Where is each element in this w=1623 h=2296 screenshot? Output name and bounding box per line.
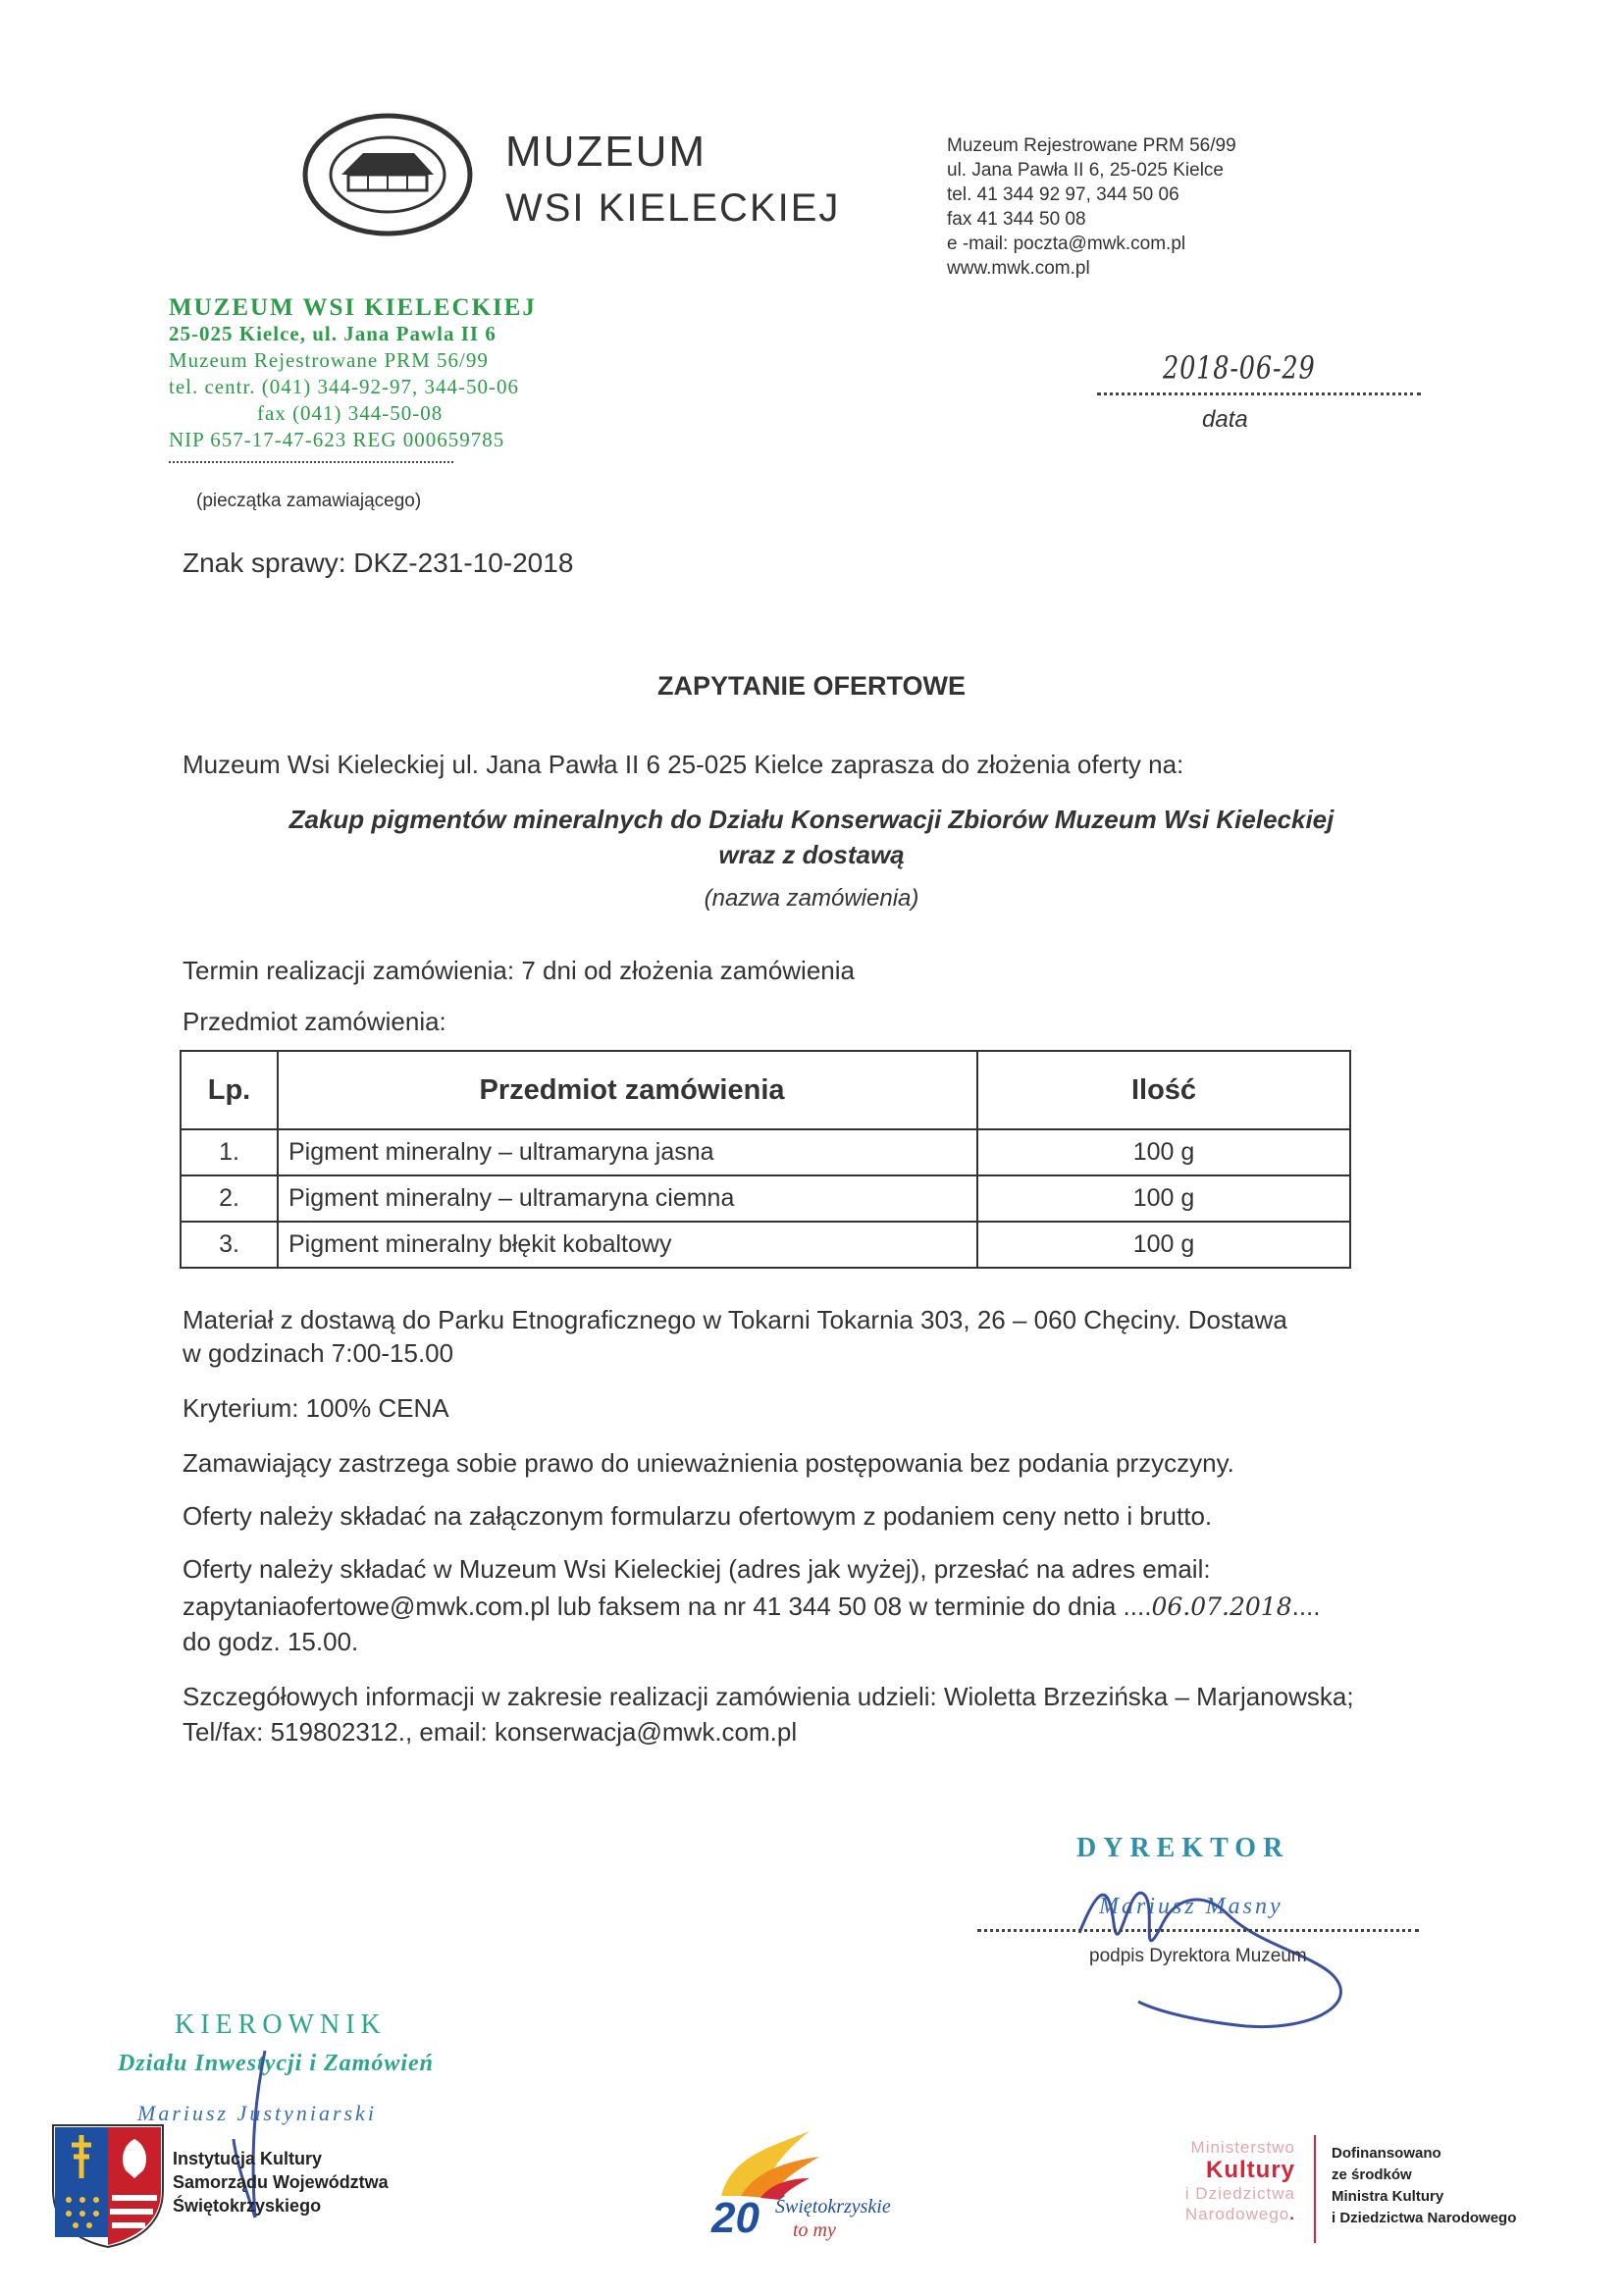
stamp-line: MUZEUM WSI KIELECKIEJ: [169, 294, 537, 321]
contact-person-line2: Tel/fax: 519802312., email: konserwacja@mwk.com.pl: [183, 1717, 798, 1747]
jubilee-sub: to my: [793, 2219, 836, 2241]
table-row: [181, 1129, 1350, 1175]
ministry-line: [1138, 2204, 1295, 2224]
col-header-item: Przedmiot zamówienia: [278, 1051, 977, 1129]
order-subject-line1: Zakup pigmentów mineralnych do Działu Konserwacji Zbiorów Muzeum Wsi Kieleckiej: [288, 805, 1335, 834]
funding-line: Dofinansowano: [1332, 2145, 1441, 2162]
stamp-line: NIP 657-17-47-623 REG 000659785: [169, 428, 505, 451]
table-row: [181, 1222, 1350, 1268]
cell-lp: 3.: [181, 1222, 278, 1268]
col-header-lp: Lp.: [181, 1051, 278, 1129]
table-header-row: [181, 1051, 1350, 1129]
delivery-term: Termin realizacji zamówienia: 7 dni od złożenia zamówienia: [183, 956, 855, 985]
order-subject-line2: wraz z dostawą: [718, 840, 905, 869]
ministry-dot: .: [1289, 2205, 1295, 2223]
date-dotted-line: [1097, 392, 1421, 395]
delivery-info-line1: Materiał z dostawą do Parku Etnograficznego w Tokarni Tokarnia 303, 26 – 060 Chęciny. Dostawa: [183, 1305, 1287, 1334]
director-caption: podpis Dyrektora Muzeum: [1089, 1946, 1307, 1966]
ministry-line-text: Narodowego: [1184, 2205, 1290, 2223]
director-dotted-line: [977, 1929, 1419, 1932]
contact-line: Muzeum Rejestrowane PRM 56/99: [947, 135, 1236, 156]
ministry-line: Ministerstwo: [1190, 2138, 1295, 2157]
stamp-dotted-line: [169, 461, 453, 463]
director-stamp-name: Mariusz Masny: [1099, 1894, 1283, 1919]
stamp-line: Muzeum Rejestrowane PRM 56/99: [169, 348, 489, 372]
orderer-stamp: [169, 294, 537, 453]
submission-deadline: 06.07.2018: [1151, 1592, 1292, 1621]
date-value: 2018-06-29: [1163, 349, 1316, 387]
delivery-info-line2: w godzinach 7:00-15.00: [183, 1338, 454, 1368]
date-label: data: [1202, 406, 1248, 433]
dept-head-title: KIEROWNIK: [175, 2009, 387, 2040]
institution-text: [173, 2147, 389, 2218]
stamp-line: fax (041) 344-50-08: [257, 401, 444, 425]
contact-person-line1: Szczegółowych informacji w zakresie realizacji zamówienia udzieli: Wioletta Brzezińska – Marjanowska;: [183, 1682, 1354, 1711]
jubilee-name: Świętokrzyskie: [775, 2196, 891, 2218]
institution-line: Instytucja Kultury: [173, 2149, 323, 2168]
contact-line: tel. 41 344 92 97, 344 50 06: [947, 184, 1179, 205]
contact-website: www.mwk.com.pl: [947, 258, 1090, 279]
document-title: ZAPYTANIE OFERTOWE: [656, 671, 966, 701]
museum-logo: [294, 110, 481, 242]
cell-lp: 2.: [181, 1175, 278, 1222]
contact-email: e -mail: poczta@mwk.com.pl: [947, 234, 1186, 254]
cell-lp: 1.: [181, 1129, 278, 1175]
contact-line: ul. Jana Pawła II 6, 25-025 Kielce: [947, 160, 1225, 181]
funding-text: [1332, 2143, 1516, 2229]
contact-line: fax 41 344 50 08: [947, 209, 1086, 230]
coat-of-arms-icon: [49, 2121, 167, 2249]
funding-line: Ministra Kultury: [1332, 2188, 1444, 2205]
form-instruction: Oferty należy składać na załączonym formularzu ofertowym z podaniem ceny netto i brutto.: [183, 1501, 1213, 1531]
order-subject-note: (nazwa zamówienia): [704, 885, 919, 912]
col-header-qty: Ilość: [977, 1051, 1350, 1129]
ministry-line: i Dziedzictwa: [1184, 2184, 1295, 2203]
funding-line: i Dziedzictwa Narodowego: [1332, 2210, 1517, 2226]
criterion: Kryterium: 100% CENA: [183, 1393, 449, 1423]
director-stamp-title: DYREKTOR: [1076, 1833, 1290, 1863]
cell-qty: 100 g: [977, 1129, 1350, 1175]
case-number: Znak sprawy: DKZ-231-10-2018: [183, 548, 574, 578]
museum-contact: [947, 133, 1236, 281]
reservation-clause: Zamawiający zastrzega sobie prawo do unieważnienia postępowania bez podania przyczyny.: [183, 1448, 1234, 1478]
stamp-line: 25-025 Kielce, ul. Jana Pawla II 6: [169, 322, 497, 345]
ministry-divider: [1314, 2135, 1316, 2243]
dept-head-name: Mariusz Justyniarski: [137, 2101, 377, 2125]
funding-line: ze środków: [1332, 2166, 1412, 2183]
jubilee-number: 20: [711, 2194, 759, 2242]
ministry-logo: [1138, 2137, 1295, 2224]
logo-subtitle: WSI KIELECKIEJ: [505, 186, 841, 230]
institution-line: Świętokrzyskiego: [173, 2196, 322, 2216]
cell-qty: 100 g: [977, 1175, 1350, 1222]
cell-item: Pigment mineralny – ultramaryna ciemna: [278, 1175, 977, 1222]
intro-text: Muzeum Wsi Kieleckiej ul. Jana Pawła II 6 25-025 Kielce zaprasza do złożenia oferty na:: [183, 750, 1184, 779]
submission-line2: [183, 1592, 1321, 1622]
submission-line3: do godz. 15.00.: [183, 1627, 359, 1656]
order-items-table: [180, 1050, 1351, 1269]
cell-item: Pigment mineralny – ultramaryna jasna: [278, 1129, 977, 1175]
dept-head-department: Działu Inwestycji i Zamówień: [118, 2051, 435, 2076]
institution-line: Samorządu Województwa: [173, 2172, 389, 2192]
table-label: Przedmiot zamówienia:: [183, 1007, 446, 1036]
cell-qty: 100 g: [977, 1222, 1350, 1268]
ministry-line: Kultury: [1206, 2157, 1295, 2183]
logo-title: MUZEUM: [505, 128, 707, 176]
submission-text: zapytaniaofertowe@mwk.com.pl lub faksem na nr 41 344 50 08 w terminie do dnia ....: [183, 1592, 1152, 1621]
submission-line1: Oferty należy składać w Muzeum Wsi Kieleckiej (adres jak wyżej), przesłać na adres email:: [183, 1554, 1211, 1584]
submission-dots: ....: [1291, 1592, 1321, 1621]
cell-item: Pigment mineralny błękit kobaltowy: [278, 1222, 977, 1268]
table-row: [181, 1175, 1350, 1222]
stamp-line: tel. centr. (041) 344-92-97, 344-50-06: [169, 375, 520, 398]
stamp-caption: (pieczątka zamawiającego): [196, 491, 422, 511]
